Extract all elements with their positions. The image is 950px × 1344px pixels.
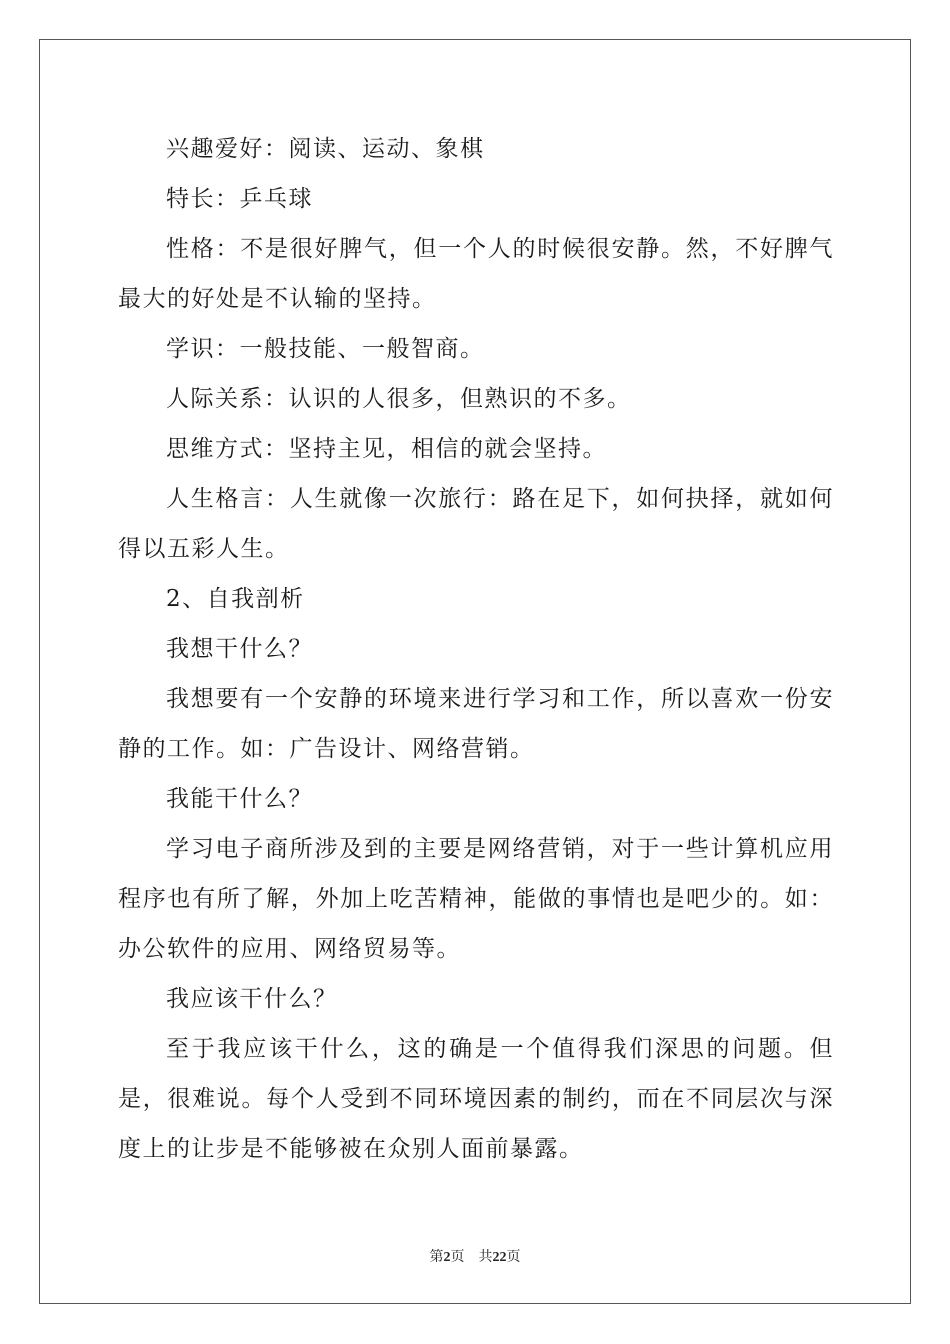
total-pages: 22 <box>492 1250 507 1265</box>
answer-what-can: 学习电子商所涉及到的主要是网络营销，对于一些计算机应用程序也有所了解，外加上吃苦精神，能做的事情也是吧少的。如：办公软件的应用、网络贸易等。 <box>118 836 834 962</box>
section-heading-self-analysis: 2、自我剖析 <box>166 586 305 612</box>
paragraph-specialty: 特长：乒乓球 <box>166 186 313 212</box>
answer-what-want: 我想要有一个安静的环境来进行学习和工作，所以喜欢一份安静的工作。如：广告设计、网络营销。 <box>118 686 834 762</box>
total-suffix: 页 <box>506 1250 521 1265</box>
paragraph-personality: 性格：不是很好脾气，但一个人的时候很安静。然，不好脾气最大的好处是不认输的坚持。 <box>118 236 834 312</box>
page-footer <box>0 1246 950 1266</box>
page-number: 2 <box>443 1250 451 1265</box>
answer-what-should: 至于我应该干什么，这的确是一个值得我们深思的问题。但是，很难说。每个人受到不同环境因素的制约，而在不同层次与深度上的让步是不能够被在众别人面前暴露。 <box>118 1036 834 1162</box>
total-prefix: 共 <box>478 1250 493 1265</box>
paragraph-knowledge: 学识：一般技能、一般智商。 <box>166 336 485 362</box>
page-prefix: 第 <box>429 1250 444 1265</box>
question-what-should: 我应该干什么？ <box>166 986 338 1012</box>
question-what-want: 我想干什么？ <box>166 636 313 662</box>
document-body <box>118 124 834 1174</box>
paragraph-relationships: 人际关系：认识的人很多，但熟识的不多。 <box>166 386 632 412</box>
paragraph-hobbies: 兴趣爱好：阅读、运动、象棋 <box>166 136 485 162</box>
paragraph-thinking: 思维方式：坚持主见，相信的就会坚持。 <box>166 436 607 462</box>
question-what-can: 我能干什么？ <box>166 786 313 812</box>
paragraph-motto: 人生格言：人生就像一次旅行：路在足下，如何抉择，就如何得以五彩人生。 <box>118 486 834 562</box>
page-suffix: 页 <box>450 1250 465 1265</box>
